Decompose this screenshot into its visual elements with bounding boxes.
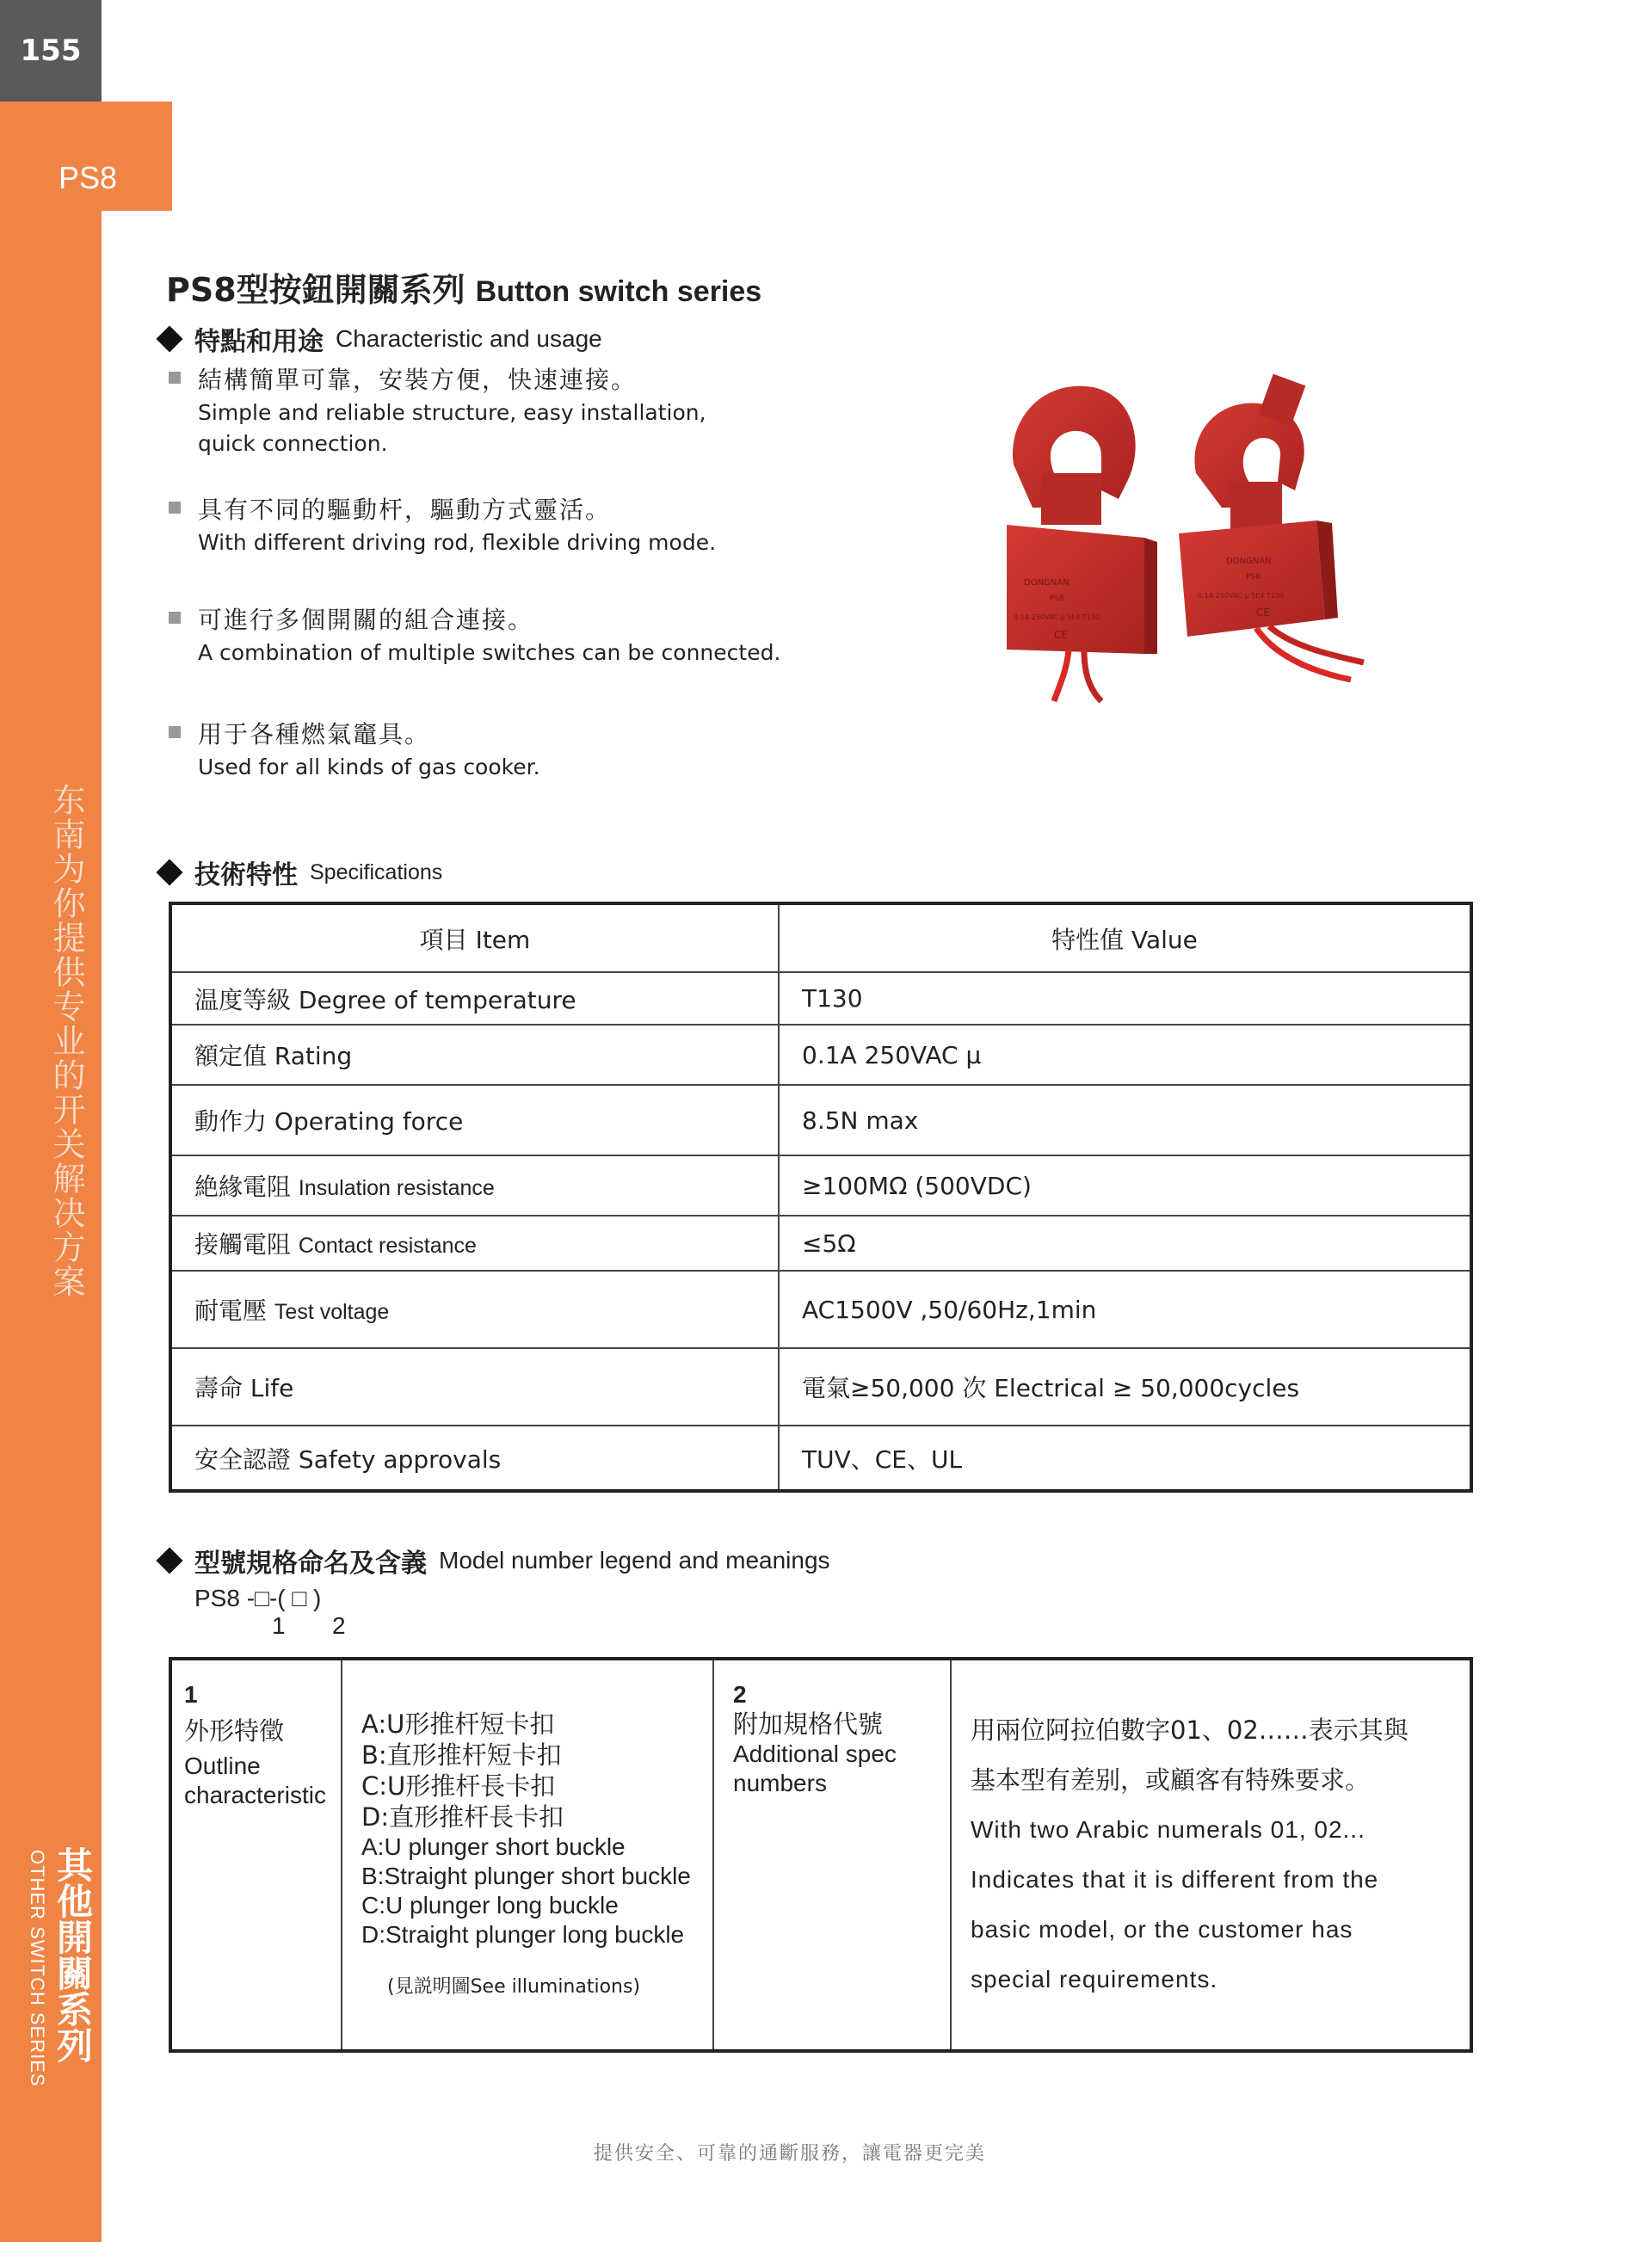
cell-item: 温度等級 Degree of temperature [170, 972, 779, 1025]
svg-text:PS8: PS8 [1050, 594, 1064, 603]
cell-item: 耐電壓 Test voltage [170, 1271, 779, 1348]
model-legend-heading-en: Model number legend and meanings [439, 1547, 830, 1574]
list-item-en: Used for all kinds of gas cooker. [198, 755, 540, 779]
cell-value: ≥100MΩ (500VDC) [779, 1155, 1471, 1216]
cell-item: 動作力 Operating force [170, 1085, 779, 1155]
page-title [166, 263, 761, 311]
cell-value: 8.5N max [779, 1085, 1471, 1155]
specifications-heading-zh: 技術特性 [194, 860, 298, 890]
title-zh: PS8型按鈕開關系列 [166, 271, 465, 309]
diamond-bullet-icon [156, 859, 182, 885]
characteristics-heading-en: Characteristic and usage [336, 325, 602, 352]
specifications-heading [160, 853, 442, 891]
svg-text:CE: CE [1256, 607, 1270, 619]
list-item-zh: 可進行多個開關的組合連接。 [198, 606, 534, 634]
model-legend-table [169, 1657, 1473, 2053]
cell-value: 0.1A 250VAC μ [779, 1025, 1471, 1085]
square-bullet-icon [169, 612, 181, 624]
characteristics-heading [160, 320, 602, 358]
table-row [170, 972, 1471, 1025]
model-legend-heading-zh: 型號規格命名及含義 [194, 1549, 427, 1579]
legend-cell-outline: 1 外形特徵 Outline characteristic [172, 1660, 342, 2049]
specifications-heading-en: Specifications [310, 859, 443, 884]
list-item-en: With different driving rod, flexible driving mode. [198, 530, 717, 555]
col-header-value: 特性值 Value [779, 903, 1471, 972]
sidebar-series-en: OTHER SWITCH SERIES [27, 1850, 48, 2087]
list-item-zh: 具有不同的驅動杆，驅動方式靈活。 [198, 496, 612, 524]
switch-left [1007, 386, 1157, 701]
legend-cell-description: 用兩位阿拉伯數字01、02……表示其與 基本型有差别，或顧客有特殊要求。 With two Arabic numerals 01, 02... Indicates that it is different from the basic model, or the customer has special requirements. [971, 1715, 1409, 1993]
table-row [170, 1426, 1471, 1491]
sidebar-series-zh: 其他開關系列 [52, 1846, 94, 2063]
footer-slogan: 提供安全、可靠的通斷服務，讓電器更完美 [594, 2143, 987, 2165]
cell-item: 絶緣電阻 Insulation resistance [170, 1155, 779, 1216]
model-code: PS8 -□-( □ ) 1 2 [194, 1585, 346, 1639]
legend-cell-options: A:U形推杆短卡扣 B:直形推杆短卡扣 C:U形推杆長卡扣 D:直形推杆長卡扣 A:U plunger short buckle B:Straight plunger short buckle C:U plunger long buckle D:Straight plunger long buckle (見説明圖See illuminations) [342, 1660, 714, 2049]
cell-value: 電氣≥50,000 次 Electrical ≥ 50,000cycles [779, 1348, 1471, 1426]
svg-text:PS8: PS8 [1246, 573, 1261, 582]
table-row [170, 1155, 1471, 1216]
table-row [170, 1216, 1471, 1271]
list-item-zh: 結構簡單可靠，安裝方便，快速連接。 [198, 366, 638, 394]
cell-value: AC1500V ,50/60Hz,1min [779, 1271, 1471, 1348]
list-item-en: Simple and reliable structure, easy installation, quick connection. [198, 400, 706, 456]
svg-text:0.1A 250VAC μ 5E4 T130: 0.1A 250VAC μ 5E4 T130 [1014, 613, 1100, 621]
characteristics-heading-zh: 特點和用途 [194, 327, 324, 357]
cell-value: T130 [779, 972, 1471, 1025]
product-photo [972, 370, 1385, 714]
page-number: 155 [0, 0, 102, 102]
sidebar-slogan: 东南为你提供专业的开关解决方案 [47, 783, 85, 1299]
svg-text:0.1A 250VAC μ 5E4 T130: 0.1A 250VAC μ 5E4 T130 [1198, 592, 1284, 600]
square-bullet-icon [169, 372, 181, 384]
col-header-item: 項目 Item [170, 903, 779, 972]
table-header-row [170, 903, 1471, 972]
cell-item: 安全認證 Safety approvals [170, 1426, 779, 1491]
cell-value: ≤5Ω [779, 1216, 1471, 1271]
cell-item: 額定值 Rating [170, 1025, 779, 1085]
square-bullet-icon [169, 502, 181, 514]
table-row [170, 1025, 1471, 1085]
spec-table [169, 902, 1473, 1493]
svg-text:CE: CE [1054, 629, 1068, 641]
switch-right [1179, 374, 1364, 680]
model-legend-heading [160, 1542, 830, 1580]
svg-text:DONGNAN: DONGNAN [1024, 578, 1069, 588]
square-bullet-icon [169, 726, 181, 738]
table-row [170, 1348, 1471, 1426]
cell-item: 接觸電阻 Contact resistance [170, 1216, 779, 1271]
table-row [170, 1271, 1471, 1348]
section-tab-label: PS8 [59, 160, 118, 195]
title-en: Button switch series [475, 275, 762, 308]
svg-text:DONGNAN: DONGNAN [1226, 557, 1272, 566]
list-item-zh: 用于各種燃氣竈具。 [198, 720, 431, 748]
list-item-en: A combination of multiple switches can be connected. [198, 640, 781, 665]
diamond-bullet-icon [156, 325, 182, 352]
legend-cell-additional: 2 附加規格代號 Additional spec numbers [714, 1660, 952, 2049]
diamond-bullet-icon [156, 1547, 182, 1574]
cell-value: TUV、CE、UL [779, 1426, 1471, 1491]
table-row [170, 1085, 1471, 1155]
cell-item: 壽命 Life [170, 1348, 779, 1426]
